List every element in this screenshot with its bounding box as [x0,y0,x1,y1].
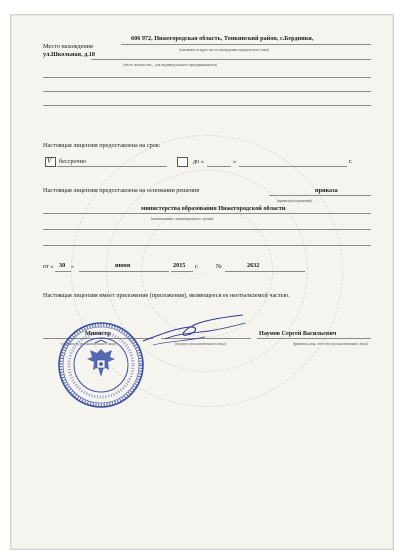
residence-caption: (место жительства – для индивидуального предпринимателя) [123,63,217,67]
term-label: Настоящая лицензия предоставлена на срок: [43,142,161,149]
blank-line [43,105,371,106]
blank-line [43,77,371,78]
blank-line [43,91,371,92]
date-number-label: № [216,263,222,270]
signature-caption: (подпись уполномоченного лица) [175,342,227,346]
official-seal [57,321,145,409]
location-address: 606 972, Нижегородская область, Тонкинский район, с.Бердники, [131,35,314,42]
date-year-suffix: г. [195,263,199,270]
name-line [257,338,371,339]
license-page [10,14,394,550]
position-caption: (должность уполномоченного лица) [61,342,117,346]
month-line [79,271,169,272]
signatory-position: Министр [85,330,111,337]
address-line [121,44,371,45]
address-caption: (указывается адрес места нахождения юридического лица) [179,48,270,52]
year-line [171,271,193,272]
decision-type-line [269,195,371,196]
until-day-line [207,166,231,167]
until-prefix: до « [193,158,204,165]
appendix-note: Настоящая лицензия имеет приложение (приложения), являющееся ее неотъемлемой частью. [43,292,290,299]
blank-line [43,245,371,246]
authority-line [43,213,371,214]
date-day: 30 [59,262,66,269]
until-mid: » [233,158,237,165]
date-year: 2015 [173,262,186,269]
date-close-quote: » [71,263,75,270]
street-line [91,59,371,60]
until-checkbox [177,157,188,167]
decision-type: приказа [315,187,338,194]
background-watermark: · · · · · · [163,269,204,279]
indefinite-checkbox [45,157,56,167]
until-suffix: г. [349,158,353,165]
location-street: ул.Школьная, д.18 [43,51,95,58]
location-label: Место нахождения [43,43,93,50]
licensing-authority: министерства образования Нижегородской области [141,205,286,212]
decision-number: 2632 [247,262,260,269]
decision-type-caption: (приказ/распоряжение) [277,199,313,203]
checkbox-mark: V [47,157,52,165]
number-line [225,271,305,272]
signatory-name: Наумов Сергей Васильевич [259,330,337,337]
name-caption-line: (фамилия, имя, отчество уполномоченного лица) [293,342,368,346]
handwritten-signature [139,311,249,351]
indefinite-line [57,166,167,167]
date-month: июня [115,262,131,269]
authority-caption: (наименование лицензирующего органа) [151,217,214,221]
until-year-line [239,166,347,167]
indefinite-text: бессрочно [59,158,87,165]
date-from-label: от « [43,263,54,270]
basis-label: Настоящая лицензия предоставлена на основании решения [43,187,200,194]
day-line [55,271,71,272]
blank-line [43,229,371,230]
